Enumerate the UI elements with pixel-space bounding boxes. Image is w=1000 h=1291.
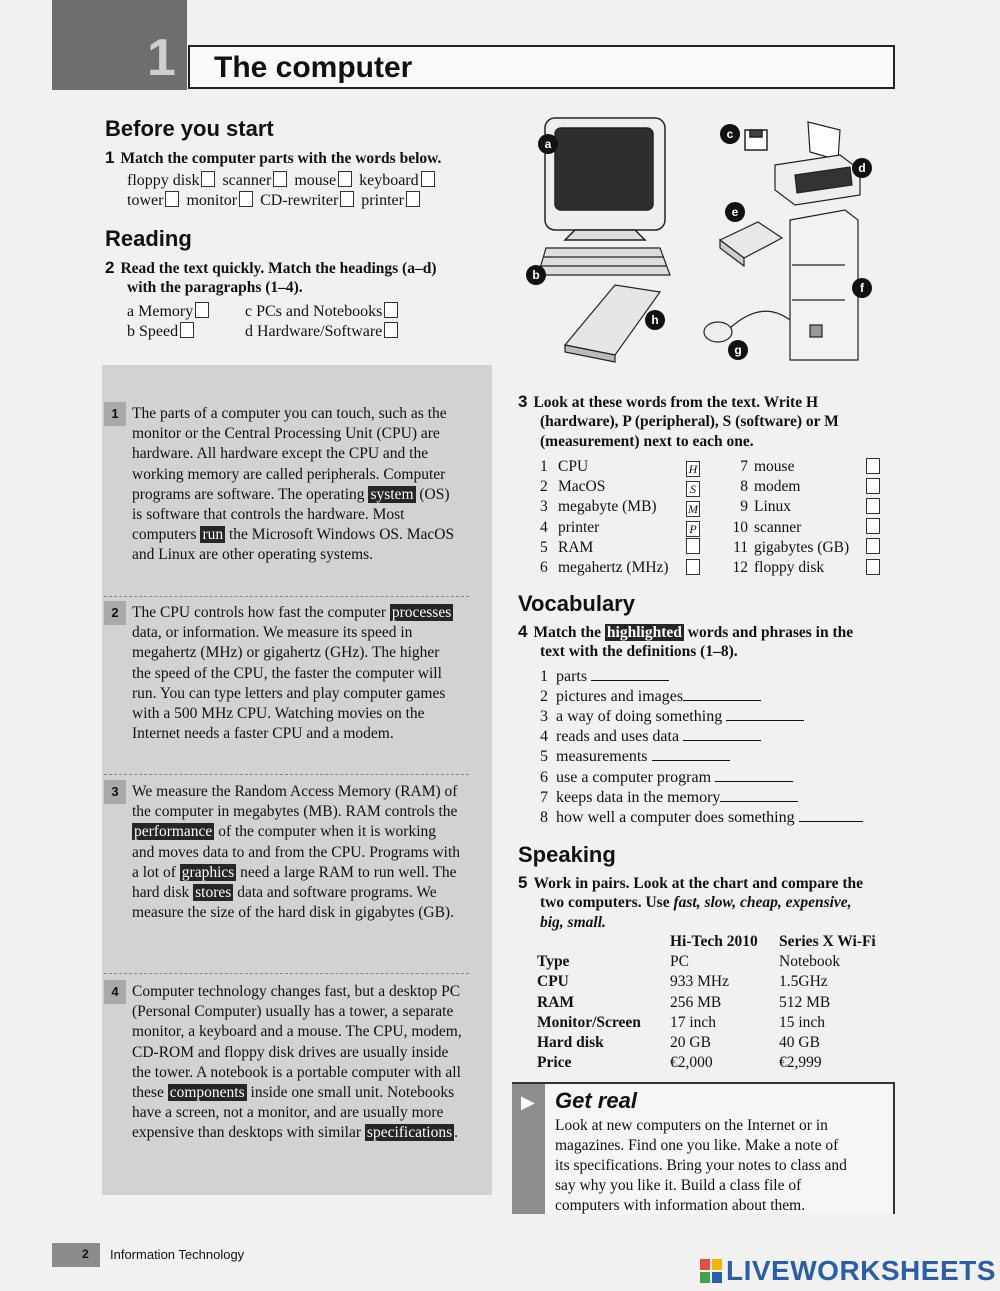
- divider: [104, 774, 469, 775]
- highlight-system: system: [370, 485, 414, 503]
- exercise-5-instruction: 5 Work in pairs. Look at the chart and compare the: [518, 873, 863, 892]
- answer-blank-3[interactable]: [726, 709, 804, 721]
- paragraph-1: The parts of a computer you can touch, such as the monitor or the Central Processing Unit (CPU) are hardware. All hardware except the CPU and the working memory are called peripherals. Computer programs are software. The operating system (OS) is software that controls the hardware. Most computers run the Microsoft Windows OS. MacOS and Linux are other operating systems.: [132, 405, 455, 564]
- answer-box-monitor[interactable]: [239, 191, 253, 207]
- label-c: c: [720, 124, 740, 144]
- answer-blank-2[interactable]: [683, 689, 761, 701]
- list-item: 11 gigabytes (GB): [730, 538, 883, 558]
- list-item: 5 RAM: [540, 538, 703, 558]
- keyboard-drawing: [538, 248, 670, 275]
- answer-blank-7[interactable]: [720, 790, 798, 802]
- answer-box-keyboard[interactable]: [421, 171, 435, 187]
- list-item: 6 megahertz (MHz): [540, 558, 703, 578]
- exercise-3-left-list: [540, 457, 703, 578]
- highlight-performance: performance: [134, 823, 213, 841]
- highlight-stores: stores: [195, 884, 232, 902]
- paragraph-1-number: 1: [104, 402, 126, 426]
- list-item: 7 mouse: [730, 457, 883, 477]
- heading-option-c: c PCs and Notebooks: [245, 302, 401, 322]
- word-row-2: tower monitor CD-rewriter printer: [127, 191, 423, 211]
- table-row: Hard disk 20 GB 40 GB: [537, 1034, 820, 1052]
- highlight-components: components: [169, 1084, 245, 1102]
- get-real-box: [512, 1082, 895, 1214]
- exercise-5-instruction-line2: two computers. Use fast, slow, cheap, expensive,: [540, 894, 852, 911]
- tower-drawing: [790, 210, 858, 360]
- answer-box-printer[interactable]: [406, 191, 420, 207]
- table-header-row: Hi-Tech 2010 Series X Wi-Fi: [670, 933, 876, 951]
- comparison-table: [537, 932, 876, 1073]
- highlight-example: highlighted: [606, 624, 682, 641]
- paragraph-3: We measure the Random Access Memory (RAM) of the computer in megabytes (MB). RAM controls the performance of the computer when it is working and moves data to and from the CPU. Programs with a lot of graphics need a large RAM to run well. The hard disk stores data and software programs. We measure the size of the hard disk in gigabytes (GB).: [132, 783, 461, 922]
- page-number: 2: [82, 1247, 89, 1261]
- list-item: 9 Linux: [730, 497, 883, 517]
- get-real-heading: Get real: [555, 1088, 637, 1113]
- page-title: The computer: [214, 51, 413, 84]
- answer-box-hardware-software[interactable]: [384, 322, 398, 338]
- answer-box-megahertz[interactable]: [686, 559, 700, 575]
- highlight-graphics: graphics: [181, 863, 235, 881]
- reading-heading: Reading: [105, 226, 192, 251]
- table-row: Monitor/Screen 17 inch 15 inch: [537, 1013, 826, 1031]
- paragraph-4-number: 4: [104, 980, 126, 1004]
- answer-box-cd-rewriter[interactable]: [340, 191, 354, 207]
- exercise-2-instruction-line2: with the paragraphs (1–4).: [127, 279, 303, 296]
- definition-item: 7 keeps data in the memory: [540, 788, 798, 808]
- title-box: [188, 45, 895, 89]
- computer-parts-drawing: [520, 110, 900, 370]
- paragraph-3-number: 3: [104, 780, 126, 804]
- definition-item: 4 reads and uses data: [540, 727, 761, 747]
- heading-option-d: d Hardware/Software: [245, 322, 401, 342]
- monitor-drawing: [545, 118, 665, 240]
- label-g: g: [728, 340, 748, 360]
- exercise-3-instruction: 3 Look at these words from the text. Write H: [518, 392, 819, 411]
- answer-blank-8[interactable]: [799, 810, 863, 822]
- list-item: 8 modem: [730, 477, 883, 497]
- before-you-start-heading: Before you start: [105, 116, 274, 141]
- divider: [104, 596, 469, 597]
- label-d: d: [852, 158, 872, 178]
- mouse-drawing: [704, 311, 790, 342]
- speaking-heading: Speaking: [518, 842, 616, 867]
- definition-item: 5 measurements: [540, 747, 730, 767]
- answer-box-megabyte[interactable]: M: [688, 501, 698, 516]
- exercise-5-instruction-line3: big, small.: [540, 914, 606, 931]
- definition-item: 2 pictures and images: [540, 687, 761, 707]
- table-row: RAM 256 MB 512 MB: [537, 993, 831, 1011]
- heading-option-b: b Speed: [127, 322, 197, 342]
- table-row: Price €2,000 €2,999: [537, 1054, 822, 1072]
- answer-box-mouse-3[interactable]: [866, 458, 880, 474]
- answer-box-pcs-notebooks[interactable]: [384, 302, 398, 318]
- unit-number-block: [52, 0, 187, 90]
- answer-blank-5[interactable]: [652, 749, 730, 761]
- answer-box-scanner-3[interactable]: [866, 518, 880, 534]
- exercise-1-number: 1: [105, 148, 115, 167]
- answer-box-gigabytes[interactable]: [866, 538, 880, 554]
- get-real-sidebar: [512, 1084, 545, 1214]
- answer-blank-4[interactable]: [683, 729, 761, 741]
- list-item: 1 CPU H: [540, 457, 703, 477]
- definition-item: 1 parts: [540, 667, 669, 687]
- paragraph-2-number: 2: [104, 601, 126, 625]
- definition-item: 3 a way of doing something: [540, 707, 804, 727]
- floppy-disk-drawing: [745, 130, 767, 150]
- exercise-1-instruction: 1 Match the computer parts with the words below.: [105, 148, 442, 167]
- paragraph-2: The CPU controls how fast the computer processes data, or information. We measure its speed in megahertz (MHz) or gigahertz (GHz). The higher the speed of the CPU, the faster the computer will run. You can type letters and play computer games with a 500 MHz CPU. Watching movies on the Internet needs a faster CPU and a modem.: [132, 604, 452, 743]
- printer-drawing: [775, 122, 860, 205]
- list-item: 10 scanner: [730, 518, 883, 538]
- page-number-block: [52, 1243, 100, 1267]
- table-row: Type PC Notebook: [537, 953, 841, 971]
- list-item: 2 MacOS S: [540, 477, 703, 497]
- answer-box-modem[interactable]: [866, 478, 880, 494]
- answer-blank-1[interactable]: [591, 669, 669, 681]
- exercise-3-right-list: [730, 457, 883, 578]
- list-item: 12 floppy disk: [730, 558, 883, 578]
- definition-item: 8 how well a computer does something: [540, 808, 863, 828]
- heading-option-a: a Memory: [127, 302, 212, 322]
- answer-box-printer-3[interactable]: P: [686, 521, 700, 537]
- cd-rewriter-drawing: [720, 222, 782, 266]
- answer-blank-6[interactable]: [715, 770, 793, 782]
- play-arrow-icon: ▶: [521, 1092, 535, 1112]
- computer-parts-illustration: [520, 110, 900, 370]
- book-title: Information Technology: [110, 1247, 245, 1262]
- answer-box-speed[interactable]: [180, 322, 194, 338]
- word-row-1: floppy disk scanner mouse keyboard: [127, 171, 438, 191]
- highlight-specifications: specifications: [366, 1124, 453, 1142]
- get-real-text: Look at new computers on the Internet or in magazines. Find one you like. Make a note of its specifications. Bring your notes to class and say why you like it. Build a class file of computers with information about them.: [555, 1117, 847, 1214]
- liveworksheets-watermark: LIVEWORKSHEETS: [700, 1255, 996, 1287]
- liveworksheets-logo-icon: [700, 1259, 722, 1283]
- label-e: e: [725, 202, 745, 222]
- label-a: a: [538, 134, 558, 154]
- exercise-3-instruction-line3: (measurement) next to each one.: [540, 433, 754, 450]
- answer-box-ram[interactable]: [686, 538, 700, 554]
- answer-box-mouse[interactable]: [338, 171, 352, 187]
- answer-box-tower[interactable]: [165, 191, 179, 207]
- answer-box-cpu[interactable]: H: [686, 461, 700, 477]
- highlight-run: run: [202, 526, 224, 544]
- list-item: 3 megabyte (MB) M: [540, 498, 698, 516]
- answer-box-floppy-disk[interactable]: [201, 171, 215, 187]
- vocabulary-heading: Vocabulary: [518, 591, 635, 616]
- divider: [104, 973, 469, 974]
- label-h: h: [645, 310, 665, 330]
- label-b: b: [526, 265, 546, 285]
- answer-box-linux[interactable]: [866, 498, 880, 514]
- answer-box-memory[interactable]: [195, 302, 209, 318]
- table-row: CPU 933 MHz 1.5GHz: [537, 973, 828, 991]
- exercise-4-instruction-line2: text with the definitions (1–8).: [540, 643, 738, 660]
- paragraph-4: Computer technology changes fast, but a desktop PC (Personal Computer) usually has a tower, a separate monitor, a keyboard and a mouse. The CPU, modem, CD-ROM and floppy disk drives are usually inside the tower. A notebook is a portable computer with all these components inside one small unit. Notebooks have a screen, not a monitor, and are usually more expensive than desktops with similar specifications .: [132, 983, 462, 1142]
- answer-box-floppy-disk-3[interactable]: [866, 559, 880, 575]
- list-item: 4 printer P: [540, 518, 703, 538]
- answer-box-macos[interactable]: S: [686, 481, 700, 497]
- exercise-2-instruction: 2 Read the text quickly. Match the headings (a–d): [105, 258, 437, 277]
- exercise-4-instruction: 4 Match the highlighted words and phrases in the: [518, 622, 854, 641]
- answer-box-scanner[interactable]: [273, 171, 287, 187]
- definition-item: 6 use a computer program: [540, 768, 793, 788]
- unit-number: 1: [147, 29, 176, 87]
- exercise-3-instruction-line2: (hardware), P (peripheral), S (software) or M: [540, 413, 839, 430]
- highlight-processes: processes: [391, 604, 452, 621]
- label-f: f: [852, 278, 872, 298]
